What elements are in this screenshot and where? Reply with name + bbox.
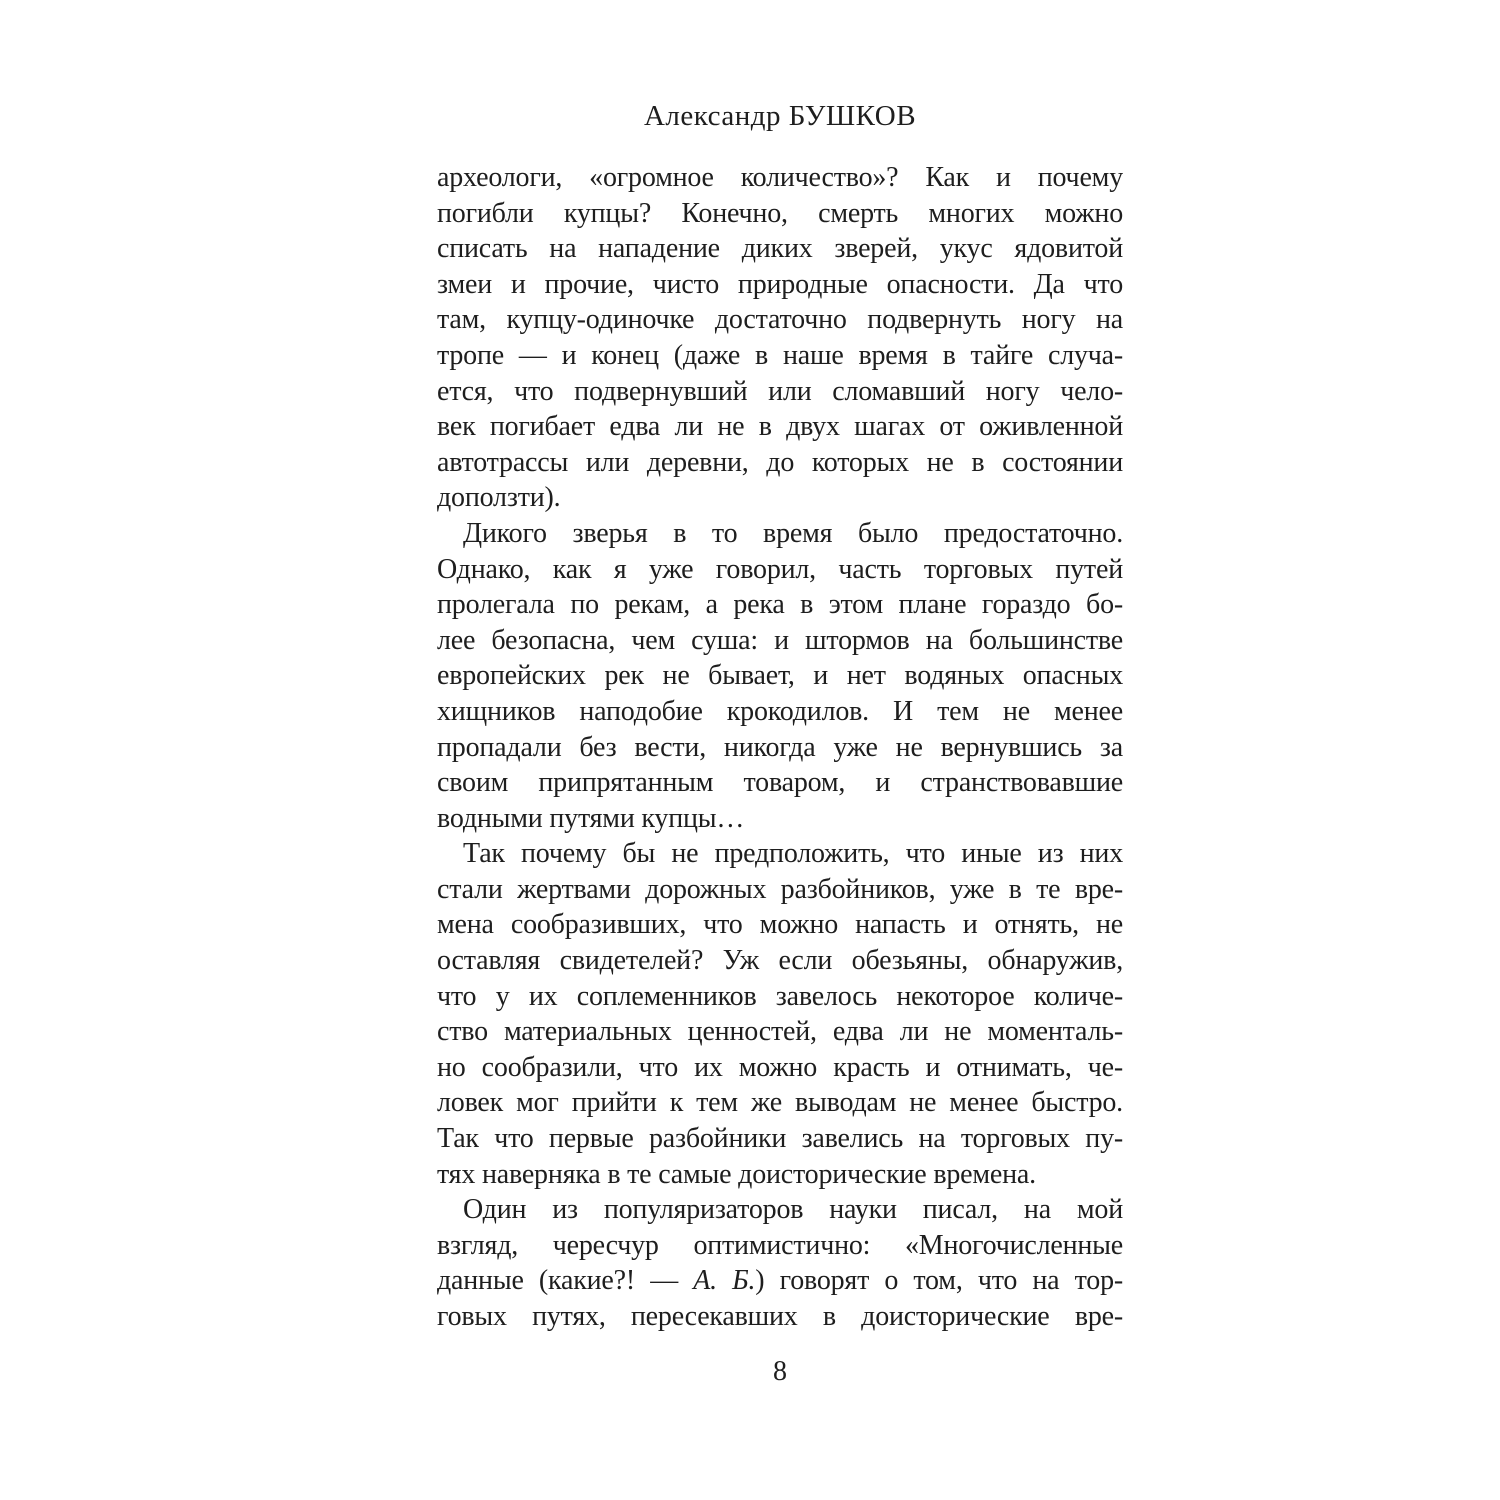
text-block bbox=[437, 160, 1123, 1335]
text-line: говых путях, пересекавших в доисторические вре- bbox=[437, 1301, 1123, 1332]
text-line: век погибает едва ли не в двух шагах от оживленной bbox=[437, 411, 1123, 443]
paragraph bbox=[437, 836, 1123, 1192]
text-line: но сообразили, что их можно красть и отнимать, че- bbox=[437, 1051, 1123, 1083]
text-line: Так почему бы не предположить, что иные из них bbox=[463, 838, 1123, 870]
text-line: змеи и прочие, чисто природные опасности. Да что bbox=[437, 268, 1123, 300]
text-line: оставляя свидетелей? Уж если обезьяны, обнаружив, bbox=[437, 945, 1123, 977]
text-line: Дикого зверья в то время было предостаточно. bbox=[463, 517, 1123, 549]
text-line: Так что первые разбойники завелись на торговых пу- bbox=[437, 1123, 1123, 1155]
page-number: 8 bbox=[773, 1356, 787, 1387]
text-line: водными путями купцы… bbox=[437, 802, 745, 834]
text-line: Однако, как я уже говорил, часть торговых путей bbox=[437, 553, 1123, 585]
paragraph bbox=[437, 516, 1123, 836]
text-line: Один из популяризаторов науки писал, на мой bbox=[463, 1194, 1123, 1226]
text-line: стали жертвами дорожных разбойников, уже в те вре- bbox=[437, 873, 1123, 905]
text-line: тропе — и конец (даже в наше время в тайге случа- bbox=[437, 339, 1123, 371]
text-line: автотрассы или деревни, до которых не в состоянии bbox=[437, 446, 1123, 478]
text-line: археологи, «огромное количество»? Как и почему bbox=[437, 162, 1123, 193]
running-header: Александр БУШКОВ bbox=[643, 100, 917, 132]
text-line: ловек мог прийти к тем же выводам не менее быстро. bbox=[437, 1087, 1123, 1119]
text-line: мена сообразивших, что можно напасть и отнять, не bbox=[437, 909, 1123, 941]
text-line: пропадали без вести, никогда уже не вернувшись за bbox=[437, 731, 1123, 763]
text-line: лее безопасна, чем суша: и штормов на большинстве bbox=[437, 624, 1123, 656]
text-line: ство материальных ценностей, едва ли не моменталь- bbox=[437, 1016, 1123, 1048]
text-line: пролегала по рекам, а река в этом плане гораздо бо- bbox=[437, 589, 1123, 621]
text-line: тях наверняка в те самые доисторические времена. bbox=[437, 1158, 1036, 1190]
text-line: хищников наподобие крокодилов. И тем не менее bbox=[437, 695, 1123, 727]
italic-text: А. Б. bbox=[693, 1265, 756, 1297]
text-line: европейских рек не бывает, и нет водяных опасных bbox=[437, 660, 1123, 692]
paragraph bbox=[437, 160, 1123, 516]
paragraph bbox=[437, 1192, 1123, 1334]
text-line: доползти). bbox=[437, 482, 561, 514]
text-line: погибли купцы? Конечно, смерть многих можно bbox=[437, 197, 1123, 229]
text-line: ется, что подвернувший или сломавший ногу чело- bbox=[437, 375, 1123, 407]
text-line: взгляд, чересчур оптимистично: «Многочисленные bbox=[437, 1229, 1123, 1261]
text-line: что у их соплеменников завелось некоторое количе- bbox=[437, 980, 1123, 1012]
text-line: списать на нападение диких зверей, укус ядовитой bbox=[437, 233, 1123, 265]
text-line: своим припрятанным товаром, и странствовавшие bbox=[437, 767, 1123, 799]
text-line: там, купцу-одиночке достаточно подвернуть ногу на bbox=[437, 304, 1123, 336]
text-line: данные (какие?! — А. Б.) говорят о том, что на тор- bbox=[437, 1265, 1123, 1297]
